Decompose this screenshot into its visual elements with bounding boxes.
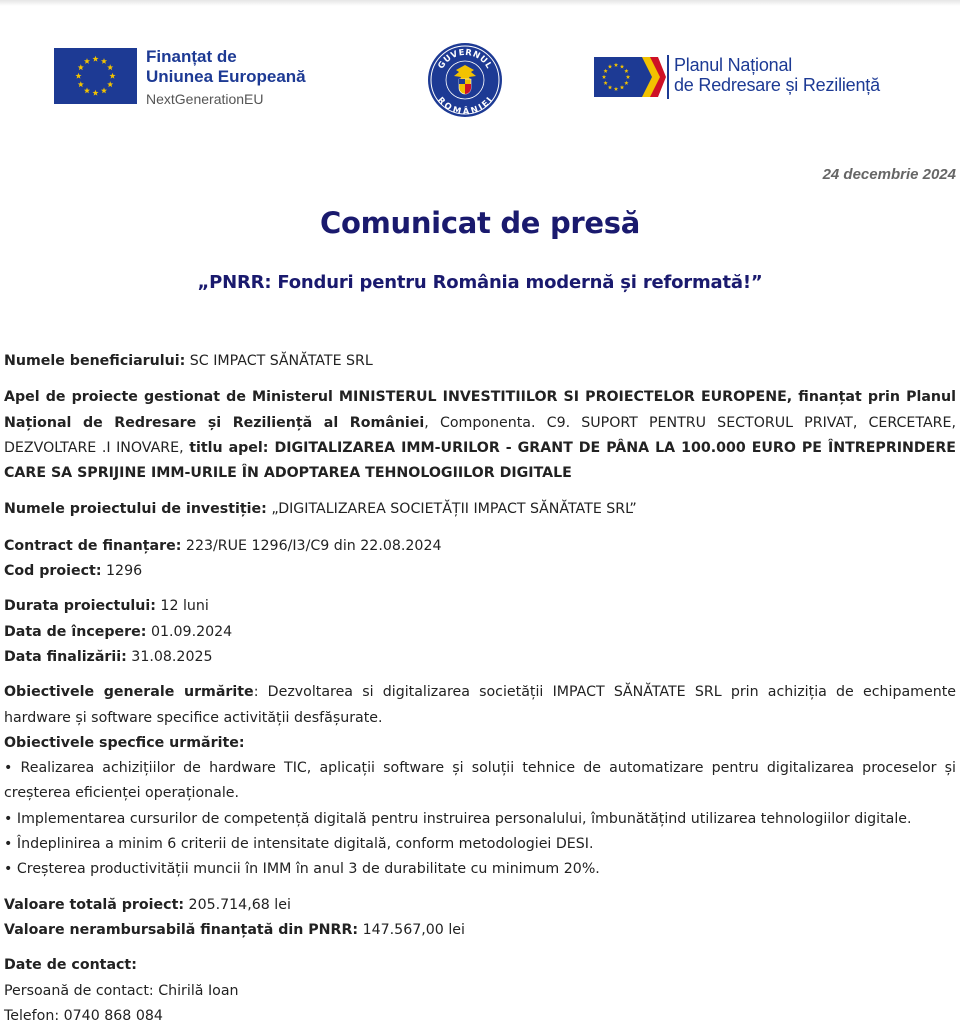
contact-heading-label: Date de contact: (4, 957, 137, 974)
call-part-3: titlu apel: DIGITALIZAREA IMM-URILOR - GRANT DE PÂNA LA 100.000 EURO PE ÎNTREPRINDERE CARE SA SPRIJINE IMM-URILE ÎN ADOPTAREA TEHNOLOGIILOR DIGITALE (4, 439, 956, 482)
duration-value: 12 luni (155, 598, 209, 615)
grant-value-label: Valoare nerambursabilă finanțată din PNRR: (4, 921, 359, 938)
press-release-date: 24 decembrie 2024 (822, 166, 956, 183)
beneficiary-value: SC IMPACT SĂNĂTATE SRL (185, 353, 373, 369)
specific-objectives-label: Obiectivele specfice urmărite: (4, 734, 245, 751)
general-objectives-paragraph (4, 680, 956, 731)
call-part-2: , Componenta. C9. SUPORT PENTRU SECTORUL PRIVAT, CERCETARE, DEZVOLTARE .I INOVARE, (4, 414, 956, 456)
start-date-value: 01.09.2024 (146, 623, 233, 640)
eu-logo-line-3: NextGenerationEU (146, 91, 264, 107)
press-release-body (4, 349, 956, 1029)
duration-line (4, 594, 956, 619)
total-value-line (4, 893, 956, 918)
project-name-line (4, 497, 956, 522)
contact-phone: Telefon: 0740 868 084 (4, 1007, 163, 1024)
contact-heading (4, 953, 956, 978)
specific-objective-item: • Creșterea productivității muncii în IMM în anul 3 de durabilitate cu minimum 20%. (4, 857, 956, 882)
general-objectives-label: Obiectivele generale urmărite (4, 684, 254, 701)
government-seal-icon (426, 41, 504, 119)
beneficiary-line (4, 349, 956, 374)
project-code-value: 1296 (101, 563, 143, 580)
total-value-amount: 205.714,68 lei (184, 896, 291, 913)
project-name-value: „DIGITALIZAREA SOCIETĂȚII IMPACT SĂNĂTATE SRL” (266, 501, 637, 518)
svg-text:GUVERNUL: GUVERNUL (435, 46, 495, 71)
start-date-label: Data de începere: (4, 623, 147, 640)
contract-line (4, 534, 956, 559)
end-date-line (4, 645, 956, 670)
contract-label: Contract de finanțare: (4, 537, 182, 554)
project-code-line (4, 559, 956, 584)
specific-objectives-heading (4, 731, 956, 756)
contact-person: Persoană de contact: Chirilă Ioan (4, 982, 239, 999)
duration-label: Durata proiectului: (4, 598, 156, 615)
page-title: Comunicat de presă (319, 206, 641, 240)
eu-logo-line-1: Finanțat de (146, 47, 237, 66)
grant-value-amount: 147.567,00 lei (358, 921, 465, 938)
call-part-1: Apel de proiecte gestionat de Ministerul MINISTERUL INVESTITIILOR SI PROIECTELOR EUROPENE, finanțat prin Planul Național de Redresare și Reziliență al României (4, 389, 956, 431)
project-code-label: Cod proiect: (4, 563, 102, 580)
specific-objective-item: • Realizarea achizițiilor de hardware TIC, aplicații software și soluții tehnice de automatizare pentru digitalizarea proceselor și creșterea eficienței operaționale. (4, 756, 956, 807)
total-value-label: Valoare totală proiect: (4, 896, 185, 913)
specific-objective-item: • Îndeplinirea a minim 6 criterii de intensitate digitală, conform metodologiei DESI. (4, 832, 956, 857)
contract-value: 223/RUE 1296/I3/C9 din 22.08.2024 (181, 537, 442, 554)
specific-objective-item: • Implementarea cursurilor de competență digitală pentru instruirea personalului, îmbunătățind utilizarea tehnologiilor digitale. (4, 807, 956, 832)
project-name-label: Numele proiectului de investiție: (4, 501, 267, 518)
pnrr-logo (594, 55, 924, 100)
start-date-line (4, 620, 956, 645)
grant-value-line (4, 918, 956, 943)
beneficiary-label: Numele beneficiarului: (4, 353, 186, 369)
general-objectives-value: : Dezvoltarea si digitalizarea societății IMPACT SĂNĂTATE SRL prin achiziția de echipamente hardware și software specifice activității desfășurate. (4, 684, 956, 726)
eu-flag-icon (54, 48, 137, 104)
government-seal-logo (426, 41, 504, 119)
call-paragraph (4, 385, 956, 486)
page-subtitle: „PNRR: Fonduri pentru România modernă și reformată!” (197, 272, 763, 293)
end-date-label: Data finalizării: (4, 648, 127, 665)
pnrr-logo-line-1: Planul Național (674, 55, 793, 75)
eu-funding-logo (54, 47, 314, 107)
eu-logo-line-2: Uniunea Europeană (146, 67, 306, 86)
top-shadow-bar (0, 0, 960, 6)
pnrr-logo-line-2: de Redresare și Reziliență (674, 75, 880, 95)
pnrr-flags-icon (594, 57, 666, 97)
pnrr-logo-separator (667, 55, 669, 99)
svg-text:ROMÂNIEI: ROMÂNIEI (435, 94, 495, 117)
end-date-value: 31.08.2025 (126, 648, 213, 665)
